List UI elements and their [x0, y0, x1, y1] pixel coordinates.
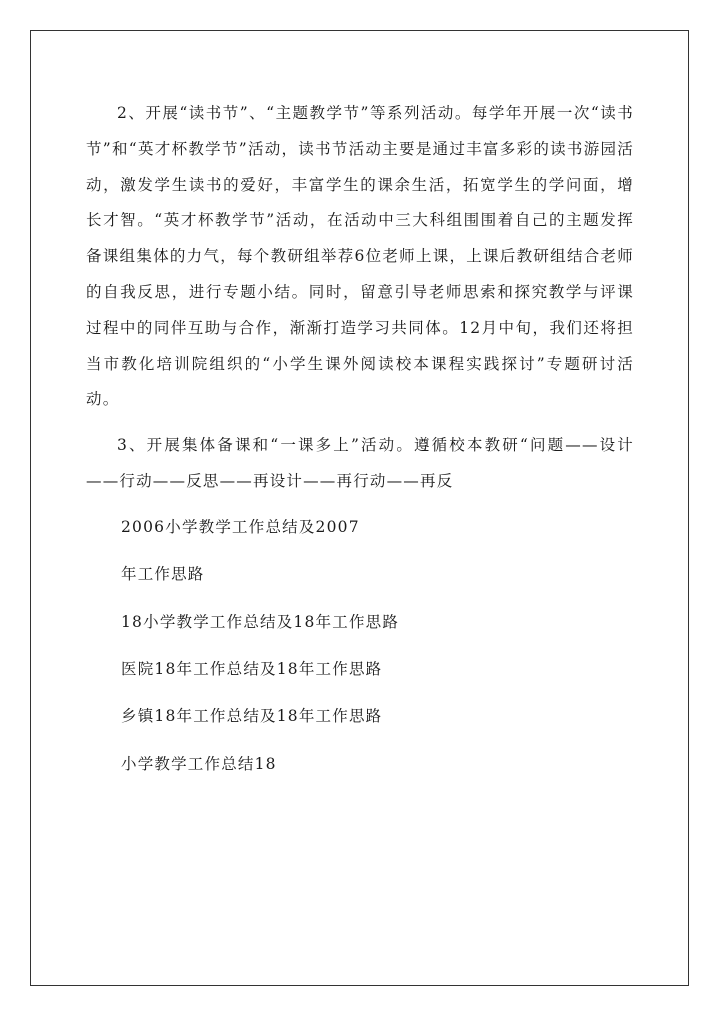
related-article-item[interactable]: 2006小学教学工作总结及2007	[121, 517, 360, 536]
paragraph-collective-lesson-prep: 3、开展集体备课和“一课多上”活动。遵循校本教研“问题——设计——行动——反思——再设计——再行动——再反	[86, 436, 634, 490]
related-articles-list	[86, 510, 634, 794]
related-article-item[interactable]: 18小学教学工作总结及18年工作思路	[121, 612, 400, 631]
related-article-item[interactable]: 医院18年工作总结及18年工作思路	[121, 659, 383, 678]
related-article-item[interactable]: 乡镇18年工作总结及18年工作思路	[121, 707, 383, 726]
paragraph-reading-festival: 2、开展“读书节”、“主题教学节”等系列活动。每学年开展一次“读书节”和“英才杯教学节”活动，读书节活动主要是通过丰富多彩的读书游园活动，激发学生读书的爱好，丰富学生的课余生活，拓宽学生的学问面，增长才智。“英才杯教学节”活动，在活动中三大科组围围着自己的主题发挥备课组集体的力气，每个教研组举荐6位老师上课，上课后教研组结合老师的自我反思，进行专题小结。同时，留意引导老师思索和探究教学与评课过程中的同伴互助与合作，渐渐打造学习共同体。12月中旬，我们还将担当市教化培训院组织的“小学生课外阅读校本课程实践探讨”专题研讨活动。	[86, 104, 634, 409]
related-article-item[interactable]: 年工作思路	[121, 565, 205, 584]
document-body	[86, 96, 634, 794]
related-article-item[interactable]: 小学教学工作总结18	[121, 754, 277, 773]
